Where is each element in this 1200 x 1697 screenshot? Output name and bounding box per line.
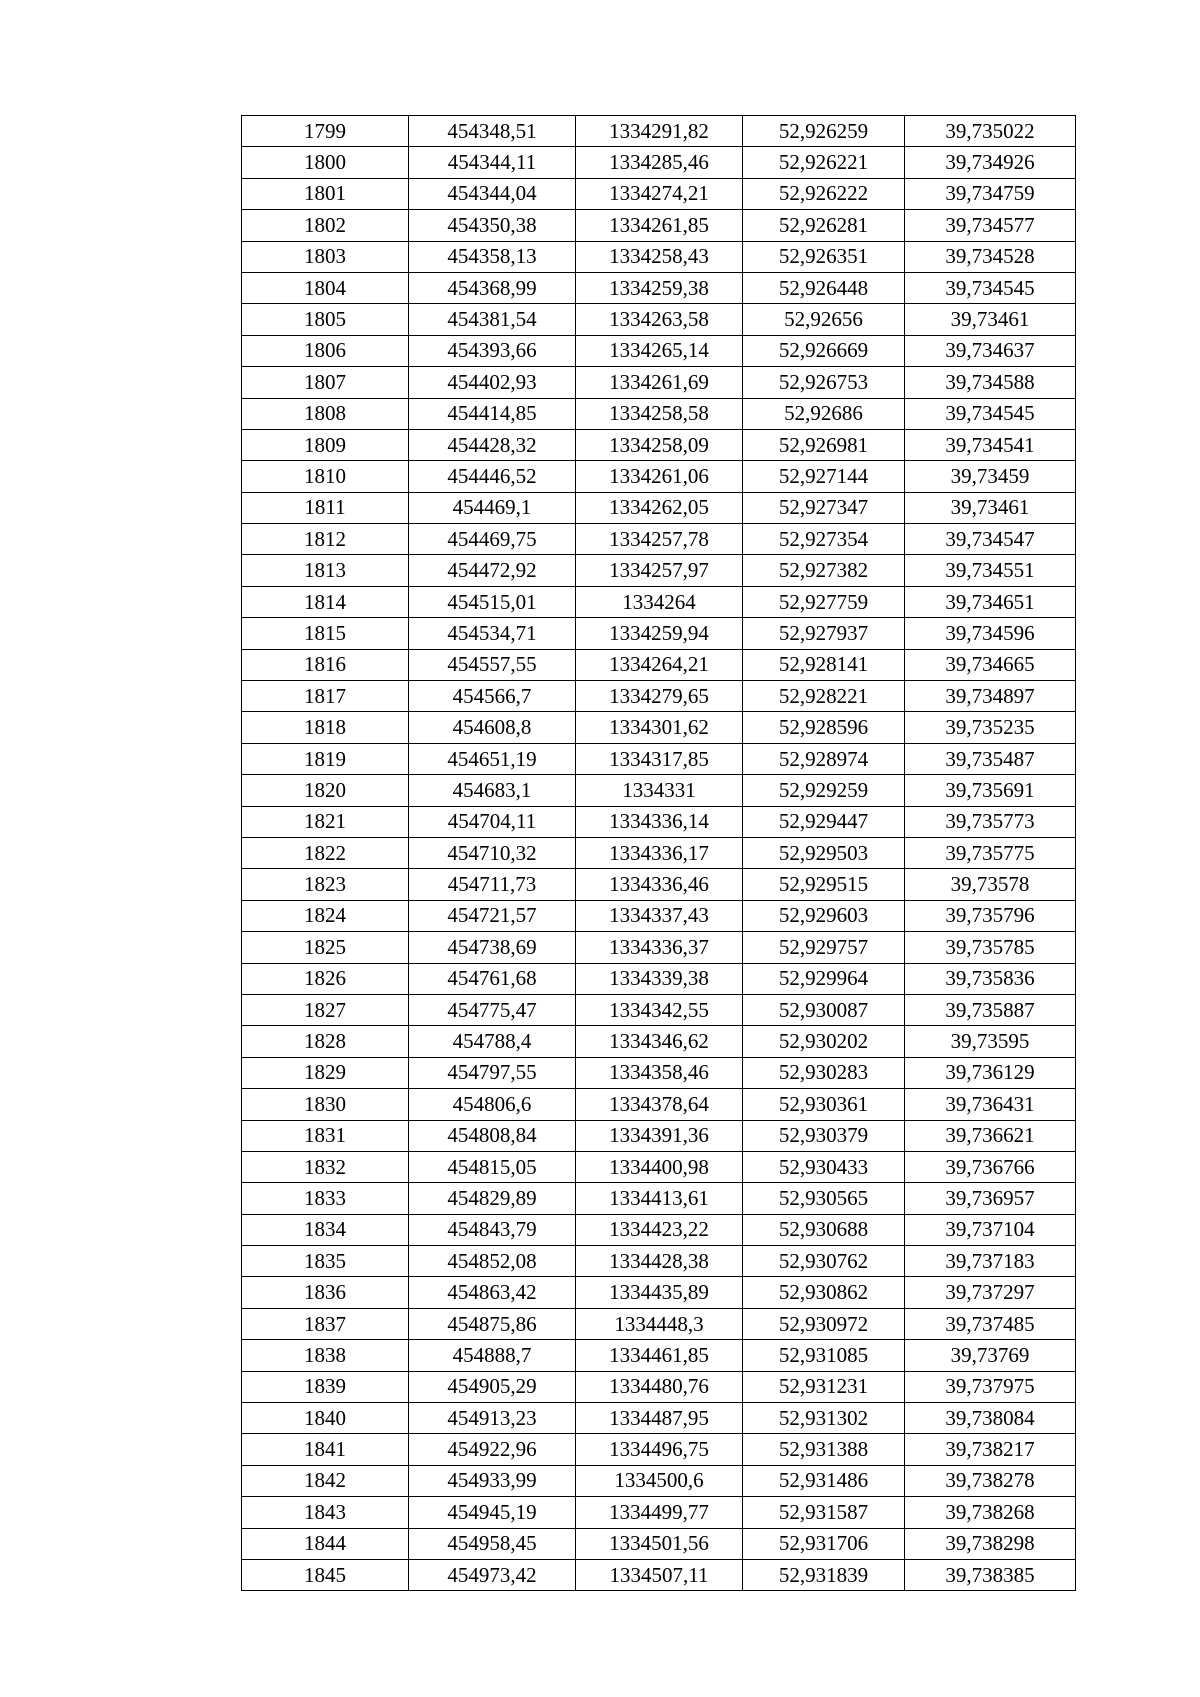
latitude-cell: 52,930361 [743, 1089, 905, 1120]
y-coordinate-cell: 1334258,58 [576, 398, 743, 429]
y-coordinate-cell: 1334342,55 [576, 994, 743, 1025]
longitude-cell: 39,734545 [905, 272, 1076, 303]
table-row [242, 1120, 1076, 1151]
point-number-cell: 1821 [242, 806, 409, 837]
x-coordinate-cell: 454651,19 [409, 743, 576, 774]
table-row [242, 649, 1076, 680]
latitude-cell: 52,931486 [743, 1465, 905, 1496]
latitude-cell: 52,931302 [743, 1403, 905, 1434]
x-coordinate-cell: 454414,85 [409, 398, 576, 429]
table-row [242, 398, 1076, 429]
y-coordinate-cell: 1334317,85 [576, 743, 743, 774]
point-number-cell: 1816 [242, 649, 409, 680]
point-number-cell: 1845 [242, 1559, 409, 1590]
y-coordinate-cell: 1334400,98 [576, 1151, 743, 1182]
table-row [242, 1151, 1076, 1182]
x-coordinate-cell: 454815,05 [409, 1151, 576, 1182]
point-number-cell: 1808 [242, 398, 409, 429]
longitude-cell: 39,734588 [905, 367, 1076, 398]
latitude-cell: 52,926259 [743, 116, 905, 147]
latitude-cell: 52,930433 [743, 1151, 905, 1182]
x-coordinate-cell: 454958,45 [409, 1528, 576, 1559]
longitude-cell: 39,735022 [905, 116, 1076, 147]
y-coordinate-cell: 1334423,22 [576, 1214, 743, 1245]
x-coordinate-cell: 454922,96 [409, 1434, 576, 1465]
x-coordinate-cell: 454797,55 [409, 1057, 576, 1088]
y-coordinate-cell: 1334261,06 [576, 461, 743, 492]
point-number-cell: 1817 [242, 681, 409, 712]
longitude-cell: 39,735775 [905, 837, 1076, 868]
latitude-cell: 52,930972 [743, 1308, 905, 1339]
longitude-cell: 39,734897 [905, 681, 1076, 712]
table-row [242, 837, 1076, 868]
point-number-cell: 1843 [242, 1497, 409, 1528]
table-row [242, 1403, 1076, 1434]
x-coordinate-cell: 454710,32 [409, 837, 576, 868]
latitude-cell: 52,92656 [743, 304, 905, 335]
longitude-cell: 39,735836 [905, 963, 1076, 994]
latitude-cell: 52,930202 [743, 1026, 905, 1057]
x-coordinate-cell: 454368,99 [409, 272, 576, 303]
latitude-cell: 52,931085 [743, 1340, 905, 1371]
longitude-cell: 39,734528 [905, 241, 1076, 272]
point-number-cell: 1829 [242, 1057, 409, 1088]
point-number-cell: 1801 [242, 178, 409, 209]
latitude-cell: 52,928221 [743, 681, 905, 712]
y-coordinate-cell: 1334301,62 [576, 712, 743, 743]
latitude-cell: 52,928141 [743, 649, 905, 680]
table-row [242, 806, 1076, 837]
y-coordinate-cell: 1334461,85 [576, 1340, 743, 1371]
table-row [242, 1434, 1076, 1465]
latitude-cell: 52,930087 [743, 994, 905, 1025]
point-number-cell: 1841 [242, 1434, 409, 1465]
point-number-cell: 1844 [242, 1528, 409, 1559]
latitude-cell: 52,926753 [743, 367, 905, 398]
longitude-cell: 39,736766 [905, 1151, 1076, 1182]
latitude-cell: 52,927937 [743, 618, 905, 649]
table-row [242, 1277, 1076, 1308]
latitude-cell: 52,927354 [743, 524, 905, 555]
table-row [242, 743, 1076, 774]
table-row [242, 1528, 1076, 1559]
point-number-cell: 1839 [242, 1371, 409, 1402]
longitude-cell: 39,734926 [905, 147, 1076, 178]
longitude-cell: 39,735773 [905, 806, 1076, 837]
x-coordinate-cell: 454829,89 [409, 1183, 576, 1214]
y-coordinate-cell: 1334258,09 [576, 429, 743, 460]
table-row [242, 618, 1076, 649]
latitude-cell: 52,931231 [743, 1371, 905, 1402]
latitude-cell: 52,926351 [743, 241, 905, 272]
longitude-cell: 39,735887 [905, 994, 1076, 1025]
x-coordinate-cell: 454843,79 [409, 1214, 576, 1245]
longitude-cell: 39,735796 [905, 900, 1076, 931]
table-row [242, 869, 1076, 900]
x-coordinate-cell: 454711,73 [409, 869, 576, 900]
table-row [242, 429, 1076, 460]
y-coordinate-cell: 1334496,75 [576, 1434, 743, 1465]
x-coordinate-cell: 454806,6 [409, 1089, 576, 1120]
longitude-cell: 39,736129 [905, 1057, 1076, 1088]
latitude-cell: 52,931388 [743, 1434, 905, 1465]
y-coordinate-cell: 1334435,89 [576, 1277, 743, 1308]
point-number-cell: 1804 [242, 272, 409, 303]
point-number-cell: 1818 [242, 712, 409, 743]
longitude-cell: 39,738217 [905, 1434, 1076, 1465]
latitude-cell: 52,930862 [743, 1277, 905, 1308]
coordinates-table [241, 115, 1076, 1591]
point-number-cell: 1803 [242, 241, 409, 272]
x-coordinate-cell: 454738,69 [409, 932, 576, 963]
x-coordinate-cell: 454945,19 [409, 1497, 576, 1528]
longitude-cell: 39,73461 [905, 492, 1076, 523]
y-coordinate-cell: 1334336,37 [576, 932, 743, 963]
latitude-cell: 52,929757 [743, 932, 905, 963]
longitude-cell: 39,73461 [905, 304, 1076, 335]
x-coordinate-cell: 454608,8 [409, 712, 576, 743]
table-row [242, 335, 1076, 366]
y-coordinate-cell: 1334413,61 [576, 1183, 743, 1214]
y-coordinate-cell: 1334487,95 [576, 1403, 743, 1434]
point-number-cell: 1822 [242, 837, 409, 868]
latitude-cell: 52,929964 [743, 963, 905, 994]
latitude-cell: 52,928596 [743, 712, 905, 743]
latitude-cell: 52,927347 [743, 492, 905, 523]
point-number-cell: 1840 [242, 1403, 409, 1434]
longitude-cell: 39,734577 [905, 210, 1076, 241]
longitude-cell: 39,734665 [905, 649, 1076, 680]
point-number-cell: 1826 [242, 963, 409, 994]
x-coordinate-cell: 454469,1 [409, 492, 576, 523]
y-coordinate-cell: 1334258,43 [576, 241, 743, 272]
longitude-cell: 39,737975 [905, 1371, 1076, 1402]
x-coordinate-cell: 454704,11 [409, 806, 576, 837]
y-coordinate-cell: 1334480,76 [576, 1371, 743, 1402]
latitude-cell: 52,92686 [743, 398, 905, 429]
point-number-cell: 1807 [242, 367, 409, 398]
table-row [242, 1246, 1076, 1277]
x-coordinate-cell: 454534,71 [409, 618, 576, 649]
latitude-cell: 52,929447 [743, 806, 905, 837]
table-row [242, 775, 1076, 806]
point-number-cell: 1830 [242, 1089, 409, 1120]
point-number-cell: 1806 [242, 335, 409, 366]
point-number-cell: 1820 [242, 775, 409, 806]
longitude-cell: 39,73578 [905, 869, 1076, 900]
y-coordinate-cell: 1334378,64 [576, 1089, 743, 1120]
latitude-cell: 52,927382 [743, 555, 905, 586]
point-number-cell: 1832 [242, 1151, 409, 1182]
latitude-cell: 52,926448 [743, 272, 905, 303]
point-number-cell: 1835 [242, 1246, 409, 1277]
table-row [242, 241, 1076, 272]
longitude-cell: 39,737297 [905, 1277, 1076, 1308]
point-number-cell: 1824 [242, 900, 409, 931]
point-number-cell: 1834 [242, 1214, 409, 1245]
longitude-cell: 39,734545 [905, 398, 1076, 429]
y-coordinate-cell: 1334501,56 [576, 1528, 743, 1559]
table-row [242, 1214, 1076, 1245]
latitude-cell: 52,927144 [743, 461, 905, 492]
point-number-cell: 1813 [242, 555, 409, 586]
table-row [242, 1183, 1076, 1214]
table-row [242, 1057, 1076, 1088]
table-row [242, 524, 1076, 555]
x-coordinate-cell: 454557,55 [409, 649, 576, 680]
latitude-cell: 52,928974 [743, 743, 905, 774]
y-coordinate-cell: 1334263,58 [576, 304, 743, 335]
longitude-cell: 39,738298 [905, 1528, 1076, 1559]
point-number-cell: 1819 [242, 743, 409, 774]
y-coordinate-cell: 1334261,85 [576, 210, 743, 241]
x-coordinate-cell: 454358,13 [409, 241, 576, 272]
table-row [242, 116, 1076, 147]
y-coordinate-cell: 1334336,14 [576, 806, 743, 837]
longitude-cell: 39,737104 [905, 1214, 1076, 1245]
y-coordinate-cell: 1334500,6 [576, 1465, 743, 1496]
point-number-cell: 1814 [242, 586, 409, 617]
latitude-cell: 52,931706 [743, 1528, 905, 1559]
point-number-cell: 1799 [242, 116, 409, 147]
coordinates-table-body [242, 116, 1076, 1591]
y-coordinate-cell: 1334279,65 [576, 681, 743, 712]
latitude-cell: 52,930283 [743, 1057, 905, 1088]
longitude-cell: 39,735691 [905, 775, 1076, 806]
y-coordinate-cell: 1334285,46 [576, 147, 743, 178]
x-coordinate-cell: 454905,29 [409, 1371, 576, 1402]
table-row [242, 555, 1076, 586]
latitude-cell: 52,931587 [743, 1497, 905, 1528]
x-coordinate-cell: 454973,42 [409, 1559, 576, 1590]
table-row [242, 681, 1076, 712]
point-number-cell: 1811 [242, 492, 409, 523]
longitude-cell: 39,734596 [905, 618, 1076, 649]
table-row [242, 210, 1076, 241]
point-number-cell: 1837 [242, 1308, 409, 1339]
longitude-cell: 39,736621 [905, 1120, 1076, 1151]
x-coordinate-cell: 454875,86 [409, 1308, 576, 1339]
point-number-cell: 1823 [242, 869, 409, 900]
latitude-cell: 52,929603 [743, 900, 905, 931]
x-coordinate-cell: 454775,47 [409, 994, 576, 1025]
point-number-cell: 1833 [242, 1183, 409, 1214]
y-coordinate-cell: 1334331 [576, 775, 743, 806]
table-row [242, 712, 1076, 743]
longitude-cell: 39,735487 [905, 743, 1076, 774]
longitude-cell: 39,73595 [905, 1026, 1076, 1057]
longitude-cell: 39,734759 [905, 178, 1076, 209]
table-row [242, 1559, 1076, 1590]
y-coordinate-cell: 1334259,94 [576, 618, 743, 649]
y-coordinate-cell: 1334262,05 [576, 492, 743, 523]
table-row [242, 994, 1076, 1025]
point-number-cell: 1805 [242, 304, 409, 335]
table-row [242, 272, 1076, 303]
point-number-cell: 1800 [242, 147, 409, 178]
x-coordinate-cell: 454515,01 [409, 586, 576, 617]
y-coordinate-cell: 1334261,69 [576, 367, 743, 398]
point-number-cell: 1836 [242, 1277, 409, 1308]
longitude-cell: 39,735785 [905, 932, 1076, 963]
latitude-cell: 52,926222 [743, 178, 905, 209]
longitude-cell: 39,734637 [905, 335, 1076, 366]
y-coordinate-cell: 1334346,62 [576, 1026, 743, 1057]
x-coordinate-cell: 454381,54 [409, 304, 576, 335]
x-coordinate-cell: 454402,93 [409, 367, 576, 398]
x-coordinate-cell: 454566,7 [409, 681, 576, 712]
latitude-cell: 52,926281 [743, 210, 905, 241]
point-number-cell: 1827 [242, 994, 409, 1025]
table-row [242, 1465, 1076, 1496]
table-row [242, 178, 1076, 209]
table-row [242, 1497, 1076, 1528]
longitude-cell: 39,734651 [905, 586, 1076, 617]
latitude-cell: 52,930762 [743, 1246, 905, 1277]
y-coordinate-cell: 1334499,77 [576, 1497, 743, 1528]
x-coordinate-cell: 454933,99 [409, 1465, 576, 1496]
x-coordinate-cell: 454788,4 [409, 1026, 576, 1057]
x-coordinate-cell: 454348,51 [409, 116, 576, 147]
table-row [242, 492, 1076, 523]
x-coordinate-cell: 454350,38 [409, 210, 576, 241]
x-coordinate-cell: 454852,08 [409, 1246, 576, 1277]
table-row [242, 1089, 1076, 1120]
table-row [242, 461, 1076, 492]
latitude-cell: 52,929259 [743, 775, 905, 806]
point-number-cell: 1842 [242, 1465, 409, 1496]
x-coordinate-cell: 454344,11 [409, 147, 576, 178]
point-number-cell: 1815 [242, 618, 409, 649]
longitude-cell: 39,734551 [905, 555, 1076, 586]
x-coordinate-cell: 454446,52 [409, 461, 576, 492]
point-number-cell: 1812 [242, 524, 409, 555]
longitude-cell: 39,738268 [905, 1497, 1076, 1528]
latitude-cell: 52,930688 [743, 1214, 905, 1245]
longitude-cell: 39,737485 [905, 1308, 1076, 1339]
latitude-cell: 52,926221 [743, 147, 905, 178]
longitude-cell: 39,734547 [905, 524, 1076, 555]
y-coordinate-cell: 1334259,38 [576, 272, 743, 303]
table-row [242, 147, 1076, 178]
x-coordinate-cell: 454721,57 [409, 900, 576, 931]
table-row [242, 900, 1076, 931]
x-coordinate-cell: 454888,7 [409, 1340, 576, 1371]
latitude-cell: 52,929503 [743, 837, 905, 868]
point-number-cell: 1810 [242, 461, 409, 492]
longitude-cell: 39,736957 [905, 1183, 1076, 1214]
table-row [242, 1340, 1076, 1371]
point-number-cell: 1825 [242, 932, 409, 963]
point-number-cell: 1828 [242, 1026, 409, 1057]
longitude-cell: 39,738385 [905, 1559, 1076, 1590]
table-row [242, 932, 1076, 963]
table-row [242, 1371, 1076, 1402]
longitude-cell: 39,735235 [905, 712, 1076, 743]
y-coordinate-cell: 1334336,46 [576, 869, 743, 900]
y-coordinate-cell: 1334448,3 [576, 1308, 743, 1339]
longitude-cell: 39,736431 [905, 1089, 1076, 1120]
x-coordinate-cell: 454344,04 [409, 178, 576, 209]
longitude-cell: 39,73769 [905, 1340, 1076, 1371]
latitude-cell: 52,926981 [743, 429, 905, 460]
x-coordinate-cell: 454808,84 [409, 1120, 576, 1151]
y-coordinate-cell: 1334257,78 [576, 524, 743, 555]
longitude-cell: 39,737183 [905, 1246, 1076, 1277]
table-row [242, 1308, 1076, 1339]
latitude-cell: 52,930379 [743, 1120, 905, 1151]
longitude-cell: 39,734541 [905, 429, 1076, 460]
y-coordinate-cell: 1334507,11 [576, 1559, 743, 1590]
y-coordinate-cell: 1334428,38 [576, 1246, 743, 1277]
y-coordinate-cell: 1334264,21 [576, 649, 743, 680]
table-row [242, 963, 1076, 994]
y-coordinate-cell: 1334336,17 [576, 837, 743, 868]
y-coordinate-cell: 1334257,97 [576, 555, 743, 586]
point-number-cell: 1802 [242, 210, 409, 241]
point-number-cell: 1831 [242, 1120, 409, 1151]
x-coordinate-cell: 454761,68 [409, 963, 576, 994]
x-coordinate-cell: 454913,23 [409, 1403, 576, 1434]
y-coordinate-cell: 1334264 [576, 586, 743, 617]
y-coordinate-cell: 1334358,46 [576, 1057, 743, 1088]
x-coordinate-cell: 454472,92 [409, 555, 576, 586]
table-row [242, 586, 1076, 617]
y-coordinate-cell: 1334274,21 [576, 178, 743, 209]
longitude-cell: 39,73459 [905, 461, 1076, 492]
point-number-cell: 1809 [242, 429, 409, 460]
x-coordinate-cell: 454393,66 [409, 335, 576, 366]
table-row [242, 367, 1076, 398]
latitude-cell: 52,930565 [743, 1183, 905, 1214]
y-coordinate-cell: 1334291,82 [576, 116, 743, 147]
latitude-cell: 52,927759 [743, 586, 905, 617]
x-coordinate-cell: 454683,1 [409, 775, 576, 806]
table-row [242, 304, 1076, 335]
x-coordinate-cell: 454428,32 [409, 429, 576, 460]
longitude-cell: 39,738278 [905, 1465, 1076, 1496]
y-coordinate-cell: 1334337,43 [576, 900, 743, 931]
y-coordinate-cell: 1334265,14 [576, 335, 743, 366]
point-number-cell: 1838 [242, 1340, 409, 1371]
longitude-cell: 39,738084 [905, 1403, 1076, 1434]
y-coordinate-cell: 1334391,36 [576, 1120, 743, 1151]
y-coordinate-cell: 1334339,38 [576, 963, 743, 994]
table-row [242, 1026, 1076, 1057]
x-coordinate-cell: 454469,75 [409, 524, 576, 555]
latitude-cell: 52,929515 [743, 869, 905, 900]
x-coordinate-cell: 454863,42 [409, 1277, 576, 1308]
latitude-cell: 52,931839 [743, 1559, 905, 1590]
latitude-cell: 52,926669 [743, 335, 905, 366]
